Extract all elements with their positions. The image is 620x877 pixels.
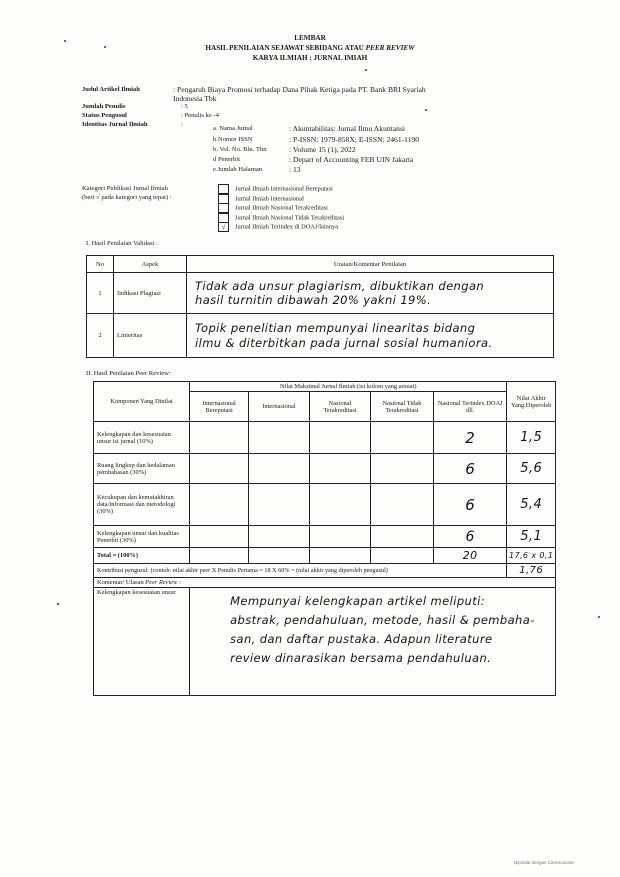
total-row	[94, 548, 556, 564]
jumlah-penulis-label: Jumlah Penulis	[82, 103, 126, 110]
col-internasional: Internasional	[249, 392, 310, 422]
field-key-penerbit: d Penerbit	[213, 156, 240, 163]
komentar-header-row	[94, 578, 556, 588]
empty-cell	[309, 548, 370, 564]
scan-speck	[598, 616, 600, 618]
empty-cell	[190, 484, 249, 526]
komponen-cell: Ruang lingkup dan kedalaman pembahasan (30%)	[94, 454, 190, 484]
validasi-header-row	[87, 256, 554, 273]
komentar-label-peer: Peer Review	[145, 579, 178, 586]
kategori-item[interactable]	[218, 222, 344, 232]
doc-title-main	[0, 44, 620, 52]
kategori-item-label: Jurnal Ilmiah Nasional Terakreditasi	[235, 204, 328, 212]
komentar-line: san, dan daftar pustaka. Adapun literature	[230, 632, 493, 646]
col-nasional-tidak: Nasional Tidak Terakreditasi	[370, 392, 433, 422]
col-aspek: Aspek	[114, 256, 187, 273]
col-internasional-bereputasi: Internasional Bereputasi	[190, 392, 249, 422]
komponen-cell: Kecukupan dan kemutakhiran data/informasi dan metodologi (30%)	[94, 484, 190, 526]
judul-label: Judul Artikel Ilmiah	[82, 86, 140, 93]
comment-line: Tidak ada unsur plagiarism, dibuktikan dengan	[195, 279, 485, 293]
empty-cell	[190, 422, 249, 454]
empty-cell	[309, 422, 370, 454]
empty-cell	[249, 422, 310, 454]
section1-title: I. Hasil Penilaian Validasi :	[86, 240, 158, 247]
checkbox[interactable]	[218, 184, 229, 194]
checkbox-checked[interactable]: √	[218, 222, 229, 232]
field-key-nama: a. Nama Jurnal	[213, 125, 253, 132]
nilai-akhir-score: 5,4	[507, 484, 556, 526]
camscanner-stamp: Dipindai dengan CamScanner	[514, 860, 575, 865]
comment-line: Topik penelitian mempunyai linearitas bidang	[195, 320, 476, 335]
kontribusi-label: Kontribusi pengusul: (contoh: nilai akhir peer X Penulis Pertama = 18 X 60% = (nilai akhir yang diperoleh pengusul)	[94, 564, 507, 578]
empty-cell	[370, 484, 433, 526]
status-pengusul-label: Status Pengusul	[82, 112, 127, 119]
kategori-item-label: Jurnal Ilmiah Internasional	[235, 194, 304, 202]
total-doaj: 20	[434, 548, 507, 564]
col-nilai-maks: Nilai Maksimal Jurnal Ilmiah (isi kolom yang sesuai)	[190, 382, 507, 392]
doaj-score: 6	[434, 526, 507, 548]
comment-line: ilmu & diterbitkan pada jurnal sosial humaniora.	[195, 335, 493, 350]
komentar-row-label: Kelengkapan kesesuaian unsur	[94, 588, 190, 696]
kategori-item[interactable]	[218, 194, 344, 204]
doaj-score: 6	[434, 484, 507, 526]
col-komponen: Komponen Yang Dinilai	[94, 382, 190, 422]
empty-cell	[309, 526, 370, 548]
empty-cell	[190, 526, 249, 548]
total-akhir: 17,6 x 0,1	[507, 548, 556, 564]
section2-title: II. Hasil Penilaian Peer Review:	[86, 370, 171, 377]
nilai-akhir-score: 1,5	[507, 422, 556, 454]
komentar-text	[190, 588, 556, 696]
checkbox[interactable]	[218, 194, 229, 204]
peer-review-table	[93, 381, 556, 696]
scan-speck	[57, 603, 59, 605]
peer-header-row-1	[94, 382, 556, 392]
empty-cell	[370, 526, 433, 548]
table-row	[94, 526, 556, 548]
table-row	[87, 314, 554, 358]
field-val-issn: : P-ISSN: 1979-858X; E-ISSN: 2461-1190	[289, 135, 420, 144]
kategori-item-label: Jurnal Ilmiah Nasional Tidak Terakreditasi	[235, 213, 345, 221]
scan-speck	[365, 69, 367, 71]
komentar-line: abstrak, pendahuluan, metode, hasil & pembaha-	[230, 613, 535, 627]
empty-cell	[309, 454, 370, 484]
doc-title-karya: KARYA ILMIAH : JURNAL IMIAH	[252, 54, 368, 62]
row-comment	[187, 273, 554, 314]
identitas-colon: :	[181, 121, 183, 128]
table-row	[94, 484, 556, 526]
status-pengusul-value: : Penulis ke -4	[181, 112, 219, 119]
col-no: No	[87, 256, 114, 273]
komentar-line: Mempunyai kelengkapan artikel meliputi:	[230, 594, 485, 608]
doaj-score: 2	[434, 422, 507, 454]
row-comment	[187, 314, 554, 358]
empty-cell	[190, 454, 249, 484]
komentar-label-a: Komentar/ Ulasan	[97, 579, 146, 586]
kategori-item-label: Jurnal Ilmiah Internasional Bereputasi	[235, 185, 333, 193]
scan-speck	[64, 40, 66, 42]
scan-speck	[104, 46, 106, 48]
jumlah-penulis-value: : 5	[181, 103, 188, 110]
kontribusi-row	[94, 564, 556, 578]
row-no: 1	[87, 273, 114, 314]
komponen-cell: Kelengkapan unsur dan kualitas Penerbit (30%)	[94, 526, 190, 548]
kategori-instruction: (beri √ pada kategori yang tepat) :	[82, 194, 172, 201]
komentar-label-c: :	[177, 579, 181, 586]
field-key-vol: b. Vol. No. Bln. Thn	[213, 146, 267, 153]
field-val-vol: : Volume 15 (1), 2022	[289, 145, 356, 154]
kategori-item[interactable]	[218, 184, 344, 194]
judul-value: : Pengaruh Biaya Promosi terhadap Dana Pihak Ketiga pada PT. Bank BRI Syariah	[173, 85, 426, 94]
kontribusi-value: 1,76	[507, 564, 556, 578]
judul-value-2: Indonesia Tbk	[173, 94, 217, 103]
identitas-label: Identitas Jurnal Ilmiah	[82, 121, 148, 128]
table-row	[94, 422, 556, 454]
empty-cell	[370, 548, 433, 564]
checkbox[interactable]	[218, 213, 229, 223]
field-val-nama: : Akuntabilitas: Jurnal Ilmu Akuntansi	[289, 124, 406, 133]
empty-cell	[190, 548, 249, 564]
row-aspek: Linieritas	[114, 314, 187, 358]
col-uraian: Uraian/Komentar Penilaian	[187, 256, 554, 273]
empty-cell	[249, 526, 310, 548]
doc-title-peer-review: PEER REVIEW	[365, 44, 415, 52]
doc-title-lembar: LEMBAR	[294, 34, 326, 42]
kategori-list	[218, 184, 344, 232]
komponen-cell: Kelengkapan dan kesesuaian unsur isi jurnal (10%)	[94, 422, 190, 454]
kategori-item[interactable]	[218, 203, 344, 213]
doc-title-main-text: HASIL PENILAIAN SEJAWAT SEBIDANG ATAU	[205, 44, 366, 52]
empty-cell	[249, 484, 310, 526]
field-key-issn: b.Nomor ISSN	[213, 136, 253, 143]
empty-cell	[249, 454, 310, 484]
field-key-halaman: e.Jumlah Halaman	[213, 166, 263, 173]
total-label: Total = (100%)	[94, 548, 190, 564]
empty-cell	[249, 548, 310, 564]
nilai-akhir-score: 5,1	[507, 526, 556, 548]
scan-speck	[425, 109, 427, 111]
kategori-label: Kategori Publikasi Jurnal Ilmiah	[82, 185, 168, 192]
field-val-halaman: : 13	[289, 165, 301, 174]
table-row	[87, 273, 554, 314]
col-nasional-terakreditasi: Nasional Terakreditasi	[309, 392, 370, 422]
kategori-item-label: Jurnal Ilmiah Terindex di DOAJ/lainnya	[235, 223, 339, 231]
empty-cell	[370, 422, 433, 454]
field-val-penerbit: : Depart of Accounting FEB UIN Jakarta	[289, 155, 414, 164]
validasi-table	[86, 255, 554, 358]
komentar-row	[94, 588, 556, 696]
komentar-line: review dinarasikan bersama pendahuluan.	[230, 651, 492, 665]
col-nilai-akhir: Nilai Akhir Yang Diperoleh	[507, 382, 556, 422]
kategori-item[interactable]	[218, 213, 344, 223]
checkbox[interactable]	[218, 203, 229, 213]
row-no: 2	[87, 314, 114, 358]
comment-line: hasil turnitin dibawah 20% yakni 19%.	[195, 293, 432, 307]
table-row	[94, 454, 556, 484]
row-aspek: Indikasi Plagiasi	[114, 273, 187, 314]
doaj-score: 6	[434, 454, 507, 484]
empty-cell	[309, 484, 370, 526]
col-doaj: Nasional Terindex DOAJ dll.	[434, 392, 507, 422]
empty-cell	[370, 454, 433, 484]
nilai-akhir-score: 5,6	[507, 454, 556, 484]
komentar-label	[94, 578, 556, 588]
